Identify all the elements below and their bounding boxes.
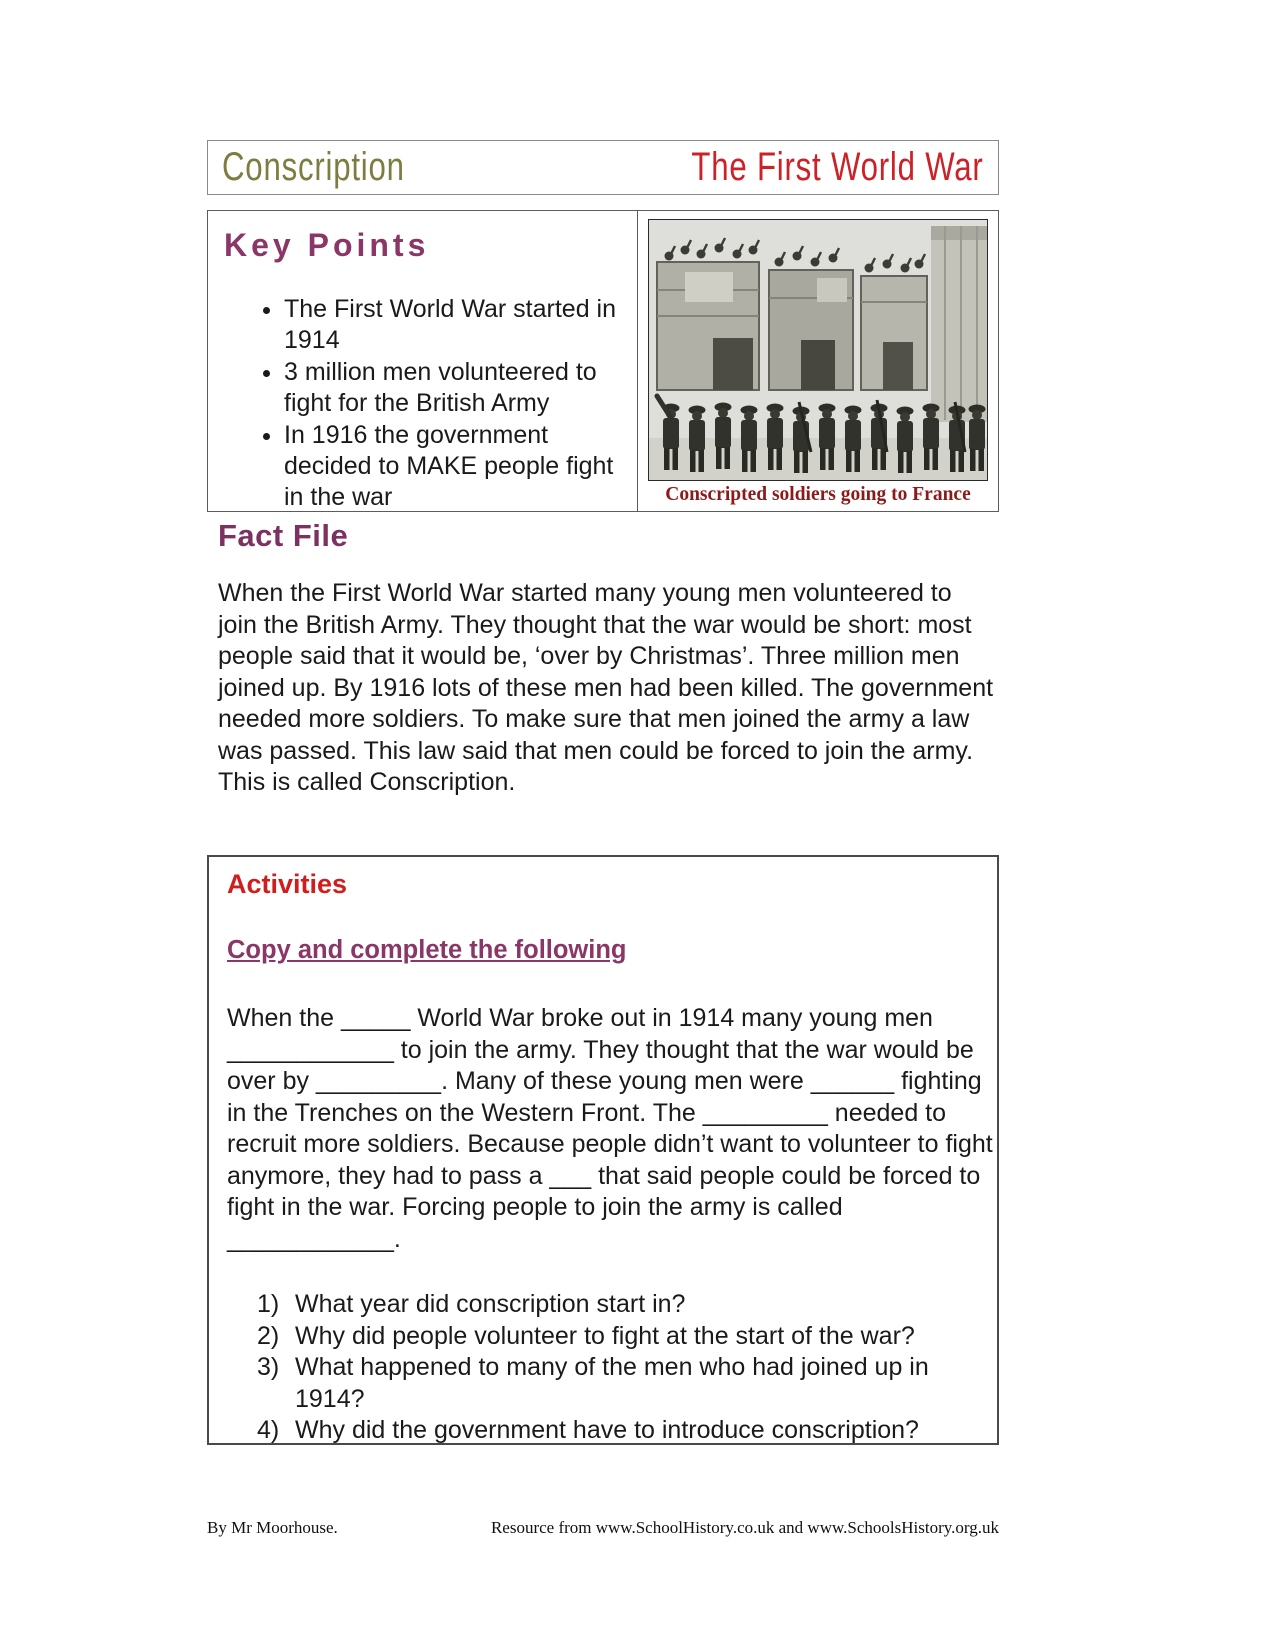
key-point-item: • In 1916 the government decided to MAKE people fight in the war [284, 420, 631, 513]
bus-shapes [657, 262, 927, 390]
footer [207, 1518, 999, 1538]
photo-panel [638, 211, 998, 511]
fact-file-body: When the First World War started many young men volunteered to join the British Army. They thought that the war would be short: most people said that it would be, ‘over by Christmas’. Three million men joined up. By 1916 lots of these men had been killed. The government needed more soldiers. To make sure that men joined the army a law was passed. This law said that men could be forced to join the army. This is called Conscription. [218, 579, 994, 796]
soldiers-photo-illustration [649, 220, 987, 480]
question-item: What year did conscription start in? [295, 1290, 686, 1318]
title-bar [207, 140, 999, 195]
activities-box [207, 855, 999, 1445]
cloze-paragraph: When the _____ World War broke out in 1914 many young men ____________ to join the army. They thought that the war would be over by _________. Many of these young men were ______ fighting in the Trenches on the Western Front. The _________ needed to recruit more soldiers. Because people didn’t want to volunteer to fight anymore, they had to pass a ___ that said people could be forced to fight in the war. Forcing people to join the army is called ____________. [227, 1004, 993, 1253]
page-title: Conscription [222, 145, 405, 189]
key-points-panel [208, 211, 638, 511]
fact-file-heading: Fact File [218, 518, 349, 553]
footer-author: By Mr Moorhouse. [207, 1518, 338, 1537]
question-item: Why did people volunteer to fight at the start of the war? [295, 1321, 915, 1350]
photo-caption: Conscripted soldiers going to France [665, 484, 971, 505]
questions-list [257, 1289, 981, 1447]
copy-complete-heading: Copy and complete the following [227, 936, 627, 964]
key-point-item: • 3 million men volunteered to fight for the British Army [284, 357, 631, 419]
footer-source: Resource from www.SchoolHistory.co.uk and www.SchoolsHistory.org.uk [490, 1518, 999, 1537]
key-point-item: • The First World War started in 1914 [284, 294, 631, 356]
key-points-list [224, 294, 631, 513]
question-item: Why did the government have to introduce conscription? [295, 1416, 919, 1444]
activities-heading: Activities [227, 869, 348, 899]
key-points-photo-panels [207, 210, 999, 512]
key-points-heading: Key Points [224, 227, 430, 263]
conscripted-soldiers-photo [648, 219, 988, 481]
question-item: What happened to many of the men who had joined up in 1914? [295, 1353, 929, 1413]
subject-title: The First World War [691, 145, 984, 189]
